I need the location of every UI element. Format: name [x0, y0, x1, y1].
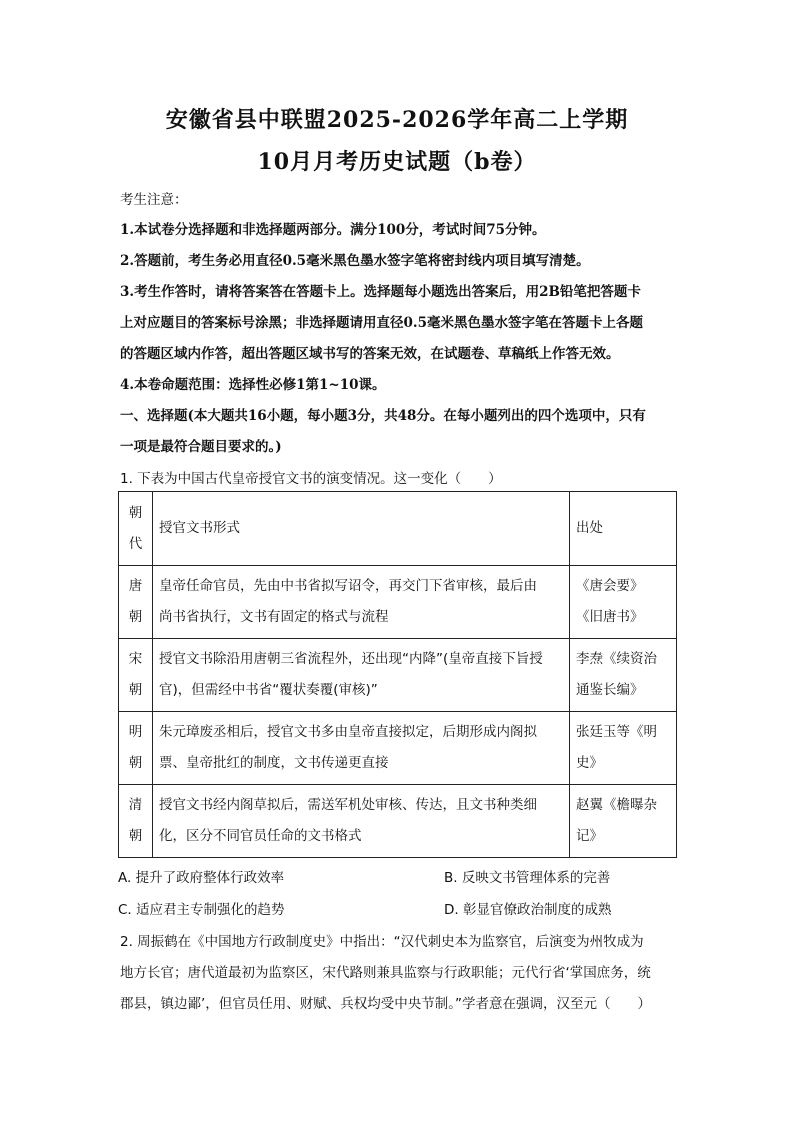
- exam-title-line1: 安徽省县中联盟2025-2026学年高二上学期: [165, 107, 629, 133]
- header-dynasty-char-1: 朝: [128, 504, 143, 521]
- form-text-line: 官)，但需经中书省“覆状奏覆(审核)”: [159, 682, 378, 698]
- form-cell: [153, 639, 570, 712]
- dynasty-cell: [119, 785, 153, 858]
- dynasty-cell: [119, 639, 153, 712]
- dynasty-char: 朝: [128, 755, 143, 771]
- table-row: [119, 712, 677, 785]
- section-heading-line1: 一、选择题(本大题共16小题，每小题3分，共48分。在每小题列出的四个选项中，只有: [120, 408, 646, 424]
- question-1-option-b[interactable]: B. 反映文书管理体系的完善: [444, 870, 611, 886]
- table-header-row: [119, 492, 677, 566]
- form-text-line: 票、皇帝批红的制度，文书传递更直接: [159, 755, 389, 771]
- form-text-line: 尚书省执行，文书有固定的格式与流程: [159, 609, 389, 625]
- source-text-line: 史》: [576, 755, 603, 771]
- question-1-table: [118, 491, 677, 858]
- dynasty-char: 宋: [128, 651, 143, 667]
- source-text-line: 张廷玉等《明: [576, 724, 657, 740]
- form-cell: [153, 712, 570, 785]
- dynasty-cell: [119, 566, 153, 639]
- source-cell: [570, 639, 677, 712]
- section-heading-line2: 一项是最符合题目要求的。): [120, 439, 282, 455]
- form-text-line: 授官文书经内阁草拟后，需送军机处审核、传达，且文书种类细: [159, 797, 537, 813]
- question-2-line3: 郡县，镇边鄙’，但官员任用、财赋、兵权均受中央节制。”学者意在强调，汉至元（ ）: [120, 996, 652, 1012]
- notice-item-4: 4.本卷命题范围：选择性必修1第1~10课。: [120, 377, 386, 393]
- header-dynasty-cell: [119, 492, 153, 566]
- form-text-line: 化，区分不同官员任命的文书格式: [159, 828, 362, 844]
- form-text-line: 授官文书除沿用唐朝三省流程外，还出现“内降”(皇帝直接下旨授: [159, 651, 543, 667]
- dynasty-char: 朝: [128, 828, 143, 844]
- source-text-line: 通鉴长编》: [576, 682, 644, 698]
- notice-heading: 考生注意：: [120, 192, 188, 208]
- notice-item-1: 1.本试卷分选择题和非选择题两部分。满分100分，考试时间75分钟。: [120, 222, 546, 238]
- question-2-line1: 2. 周振鹤在《中国地方行政制度史》中指出：“汉代刺史本为监察官，后演变为州牧成为: [120, 934, 644, 950]
- source-cell: [570, 785, 677, 858]
- source-text-line: 《旧唐书》: [576, 609, 644, 625]
- header-form-cell: 授官文书形式: [153, 492, 570, 566]
- table-row: [119, 566, 677, 639]
- source-cell: [570, 566, 677, 639]
- question-1-option-a[interactable]: A. 提升了政府整体行政效率: [118, 870, 285, 886]
- notice-item-3-line1: 3.考生作答时，请将答案答在答题卡上。选择题每小题选出答案后，用2B铅笔把答题卡: [120, 284, 641, 300]
- form-cell: [153, 566, 570, 639]
- dynasty-char: 朝: [128, 609, 143, 625]
- question-1-option-d[interactable]: D. 彰显官僚政治制度的成熟: [444, 902, 612, 918]
- source-cell: [570, 712, 677, 785]
- form-text-line: 皇帝任命官员，先由中书省拟写诏令，再交门下省审核，最后由: [159, 578, 537, 594]
- source-text-line: 赵翼《檐曝杂: [576, 797, 657, 813]
- question-1-stem: 1. 下表为中国古代皇帝授官文书的演变情况。这一变化（ ）: [120, 471, 502, 487]
- source-text-line: 李焘《续资治: [576, 651, 657, 667]
- dynasty-char: 唐: [128, 578, 143, 594]
- dynasty-cell: [119, 712, 153, 785]
- table-row: [119, 785, 677, 858]
- header-dynasty-char-2: 代: [128, 535, 143, 552]
- dynasty-char: 明: [128, 724, 143, 740]
- source-text-line: 记》: [576, 828, 603, 844]
- notice-item-3-line3: 的答题区域内作答，超出答题区域书写的答案无效，在试题卷、草稿纸上作答无效。: [120, 346, 620, 362]
- header-source-cell: 出处: [570, 492, 677, 566]
- dynasty-char: 朝: [128, 682, 143, 698]
- notice-item-3-line2: 上对应题目的答案标号涂黑；非选择题请用直径0.5毫米黑色墨水签字笔在答题卡上各题: [120, 315, 643, 331]
- notice-item-2: 2.答题前，考生务必用直径0.5毫米黑色墨水签字笔将密封线内项目填写清楚。: [120, 253, 590, 269]
- form-text-line: 朱元璋废丞相后，授官文书多由皇帝直接拟定，后期形成内阁拟: [159, 724, 537, 740]
- table-row: [119, 639, 677, 712]
- source-text-line: 《唐会要》: [576, 578, 644, 594]
- question-2-line2: 地方长官；唐代道最初为监察区，宋代路则兼具监察与行政职能；元代行省‘掌国庶务，统: [120, 965, 651, 981]
- dynasty-char: 清: [128, 797, 143, 813]
- exam-title-line2: 10月月考历史试题（b卷）: [257, 149, 537, 175]
- form-cell: [153, 785, 570, 858]
- question-1-option-c[interactable]: C. 适应君主专制强化的趋势: [118, 902, 285, 918]
